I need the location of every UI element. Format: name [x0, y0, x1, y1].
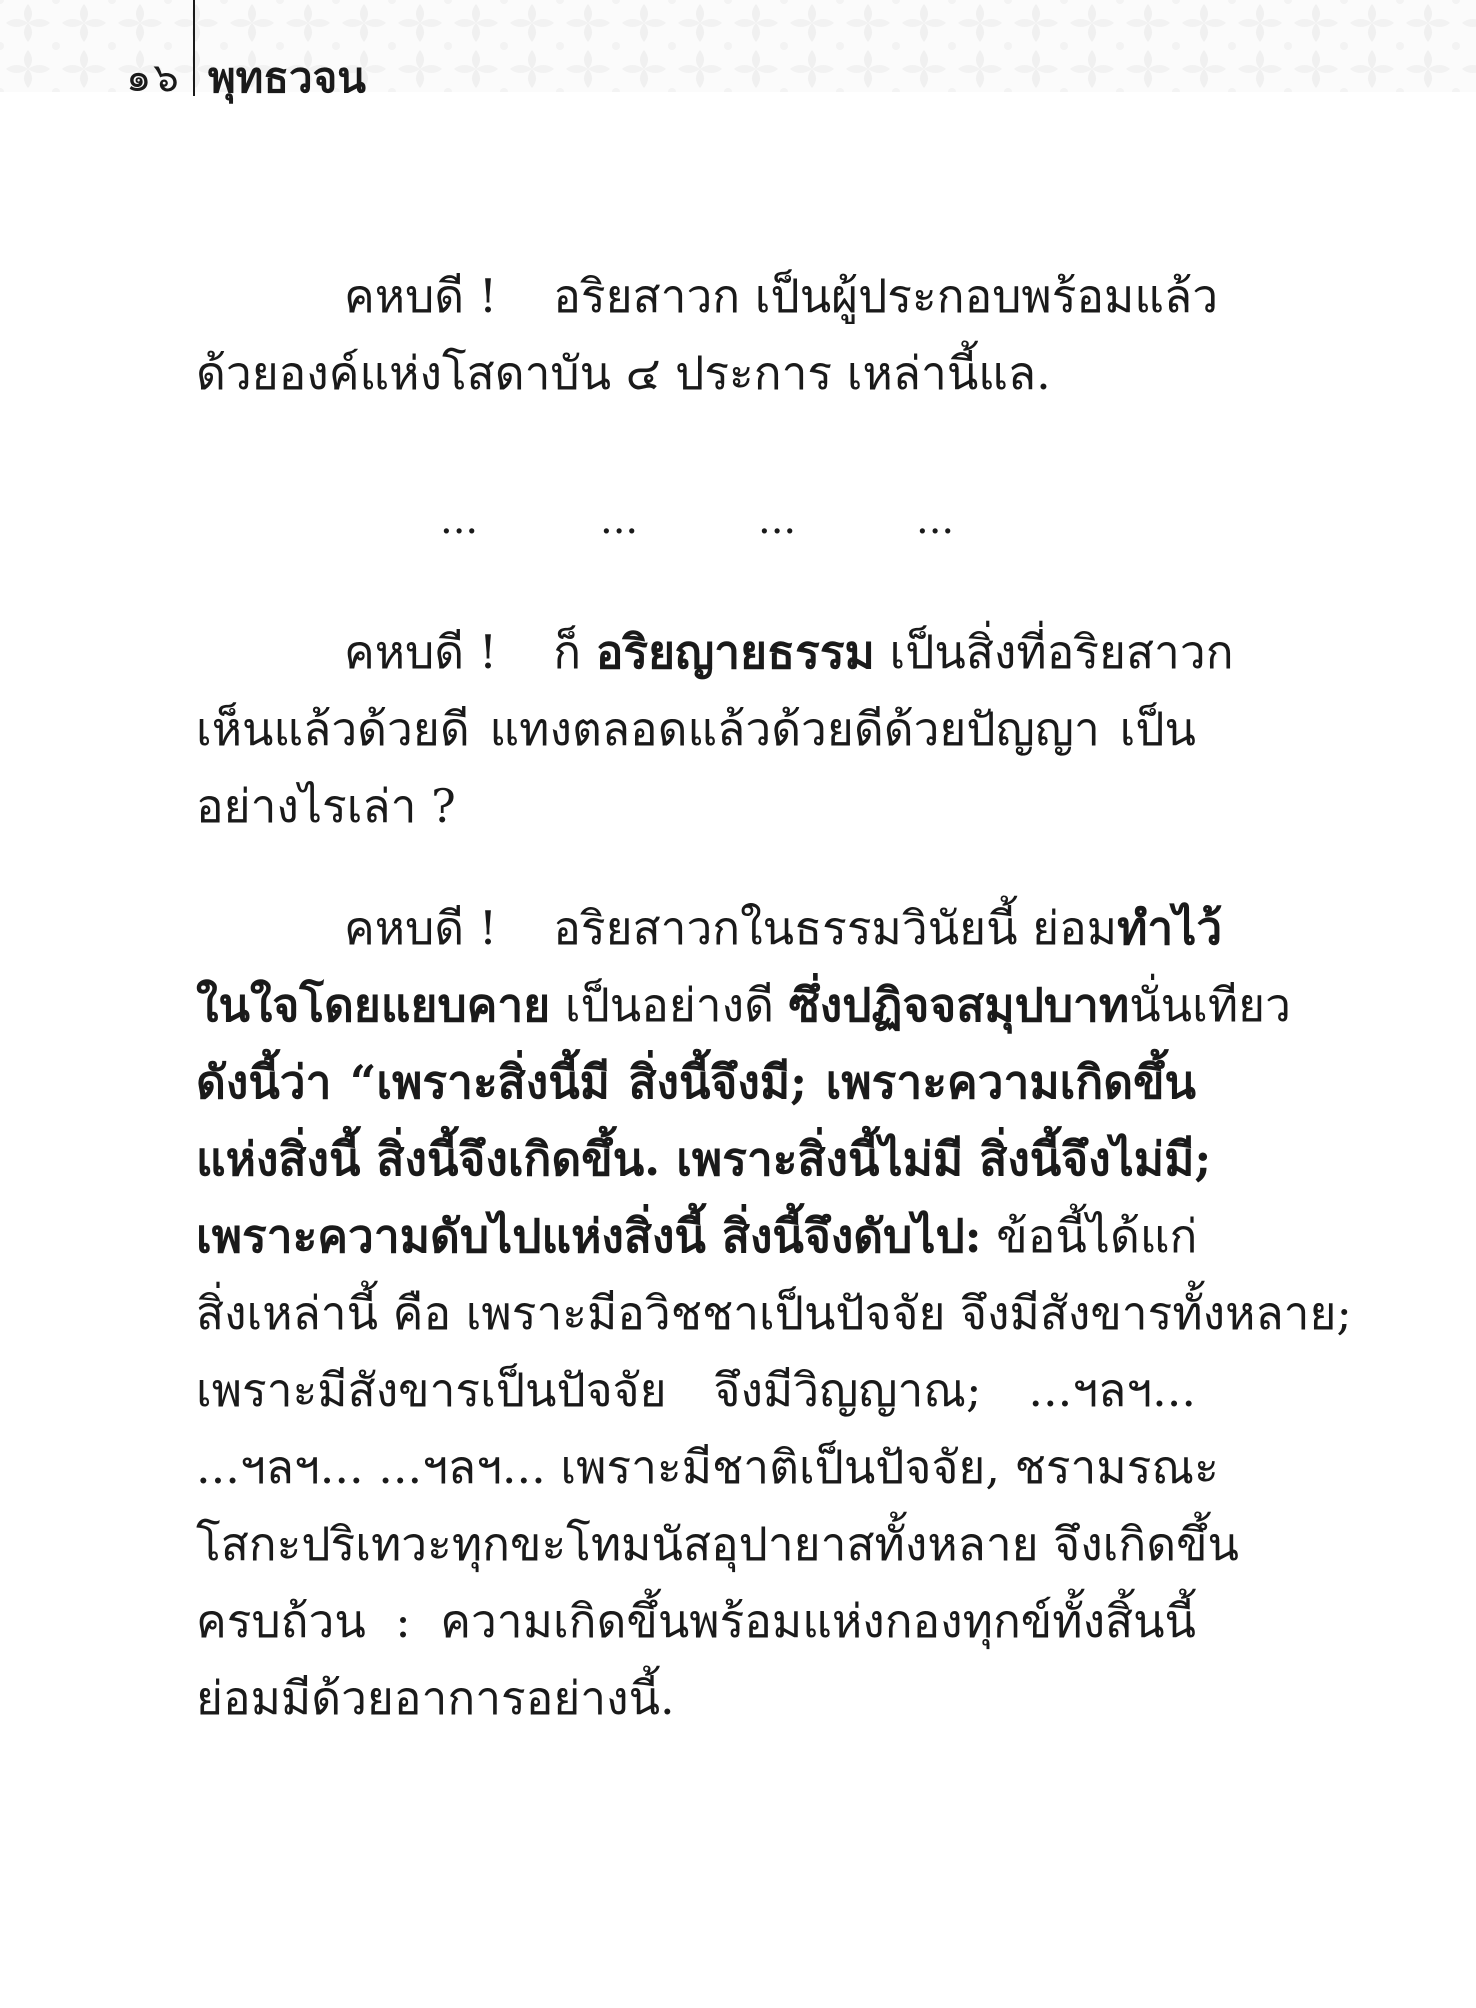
salutation: คหบดี !	[344, 269, 498, 323]
running-title: พุทธวจน	[208, 53, 366, 102]
page-number: ๑๖	[126, 55, 181, 101]
paragraph-line: แห่งสิ่งนี้ สิ่งนี้จึงเกิดขึ้น. เพราะสิ่งนี้ไม่มี สิ่งนี้จึงไม่มี;	[196, 1132, 1212, 1186]
paragraph-line: โสกะปริเทวะทุกขะโทมนัสอุปายาสทั้งหลาย จึงเกิดขึ้น	[196, 1517, 1239, 1571]
paragraph-text: นั่นเทียว	[1129, 978, 1291, 1032]
paragraph-line: ...ฯลฯ... ...ฯลฯ... เพราะมีชาติเป็นปัจจัย, ชรามรณะ	[196, 1440, 1219, 1494]
paragraph-line: อย่างไรเล่า ?	[196, 779, 456, 833]
salutation: คหบดี !	[344, 901, 498, 955]
paragraph-line: เพราะมีสังขารเป็นปัจจัย จึงมีวิญญาณ; ...ฯลฯ...	[196, 1363, 1196, 1417]
header-divider	[193, 0, 195, 96]
paragraph-text: ข้อนี้ได้แก่	[981, 1209, 1198, 1263]
paragraph-line	[196, 258, 1219, 335]
bold-text: ในใจโดยแยบคาย	[196, 978, 551, 1032]
paragraph-text: อริยสาวกในธรรมวินัยนี้ ย่อม	[553, 901, 1118, 955]
bold-text: ซึ่งปฏิจจสมุปบาท	[788, 978, 1130, 1032]
paragraph-line: ด้วยองค์แห่งโสดาบัน ๔ ประการ เหล่านี้แล.	[196, 346, 1051, 400]
paragraph-2	[196, 614, 1234, 845]
paragraph-line	[196, 967, 1291, 1044]
paragraph-line: ย่อมมีด้วยอาการอย่างนี้.	[196, 1671, 675, 1725]
bold-text: ทำไว้	[1117, 901, 1223, 955]
paragraph-line	[196, 1198, 1196, 1275]
paragraph-text: เป็นอย่างดี	[550, 978, 789, 1032]
paragraph-line: ครบถ้วน : ความเกิดขึ้นพร้อมแห่งกองทุกข์ทั้งสิ้นนี้	[196, 1594, 1196, 1648]
bold-text: เพราะความดับไปแห่งสิ่งนี้ สิ่งนี้จึงดับไป:	[196, 1209, 982, 1263]
paragraph-3	[196, 890, 1352, 1737]
paragraph-1	[196, 258, 1219, 412]
paragraph-line	[196, 1044, 1196, 1121]
paragraph-text: ก็	[553, 625, 596, 679]
paragraph-line: สิ่งเหล่านี้ คือ เพราะมีอวิชชาเป็นปัจจัย จึงมีสังขารทั้งหลาย;	[196, 1286, 1352, 1340]
paragraph-line	[196, 890, 1223, 967]
ellipsis-mark: ...	[758, 497, 797, 543]
paragraph-line	[196, 614, 1234, 691]
ellipsis-mark: ...	[916, 497, 955, 543]
bold-text: ดังนี้ว่า	[196, 1055, 350, 1109]
paragraph-text: เป็นสิ่งที่อริยสาวก	[874, 625, 1234, 679]
paragraph-text: อริยสาวก เป็นผู้ประกอบพร้อมแล้ว	[553, 269, 1219, 323]
paragraph-line: เห็นแล้วด้วยดี แทงตลอดแล้วด้วยดีด้วยปัญญา เป็น	[196, 702, 1196, 756]
ellipsis-mark: ...	[440, 497, 479, 543]
bold-text: “เพราะสิ่งนี้มี สิ่งนี้จึงมี; เพราะความเกิดขึ้น	[349, 1055, 1196, 1109]
ellipsis-mark: ...	[600, 497, 639, 543]
bold-term: อริยญายธรรม	[595, 625, 875, 679]
salutation: คหบดี !	[344, 625, 498, 679]
